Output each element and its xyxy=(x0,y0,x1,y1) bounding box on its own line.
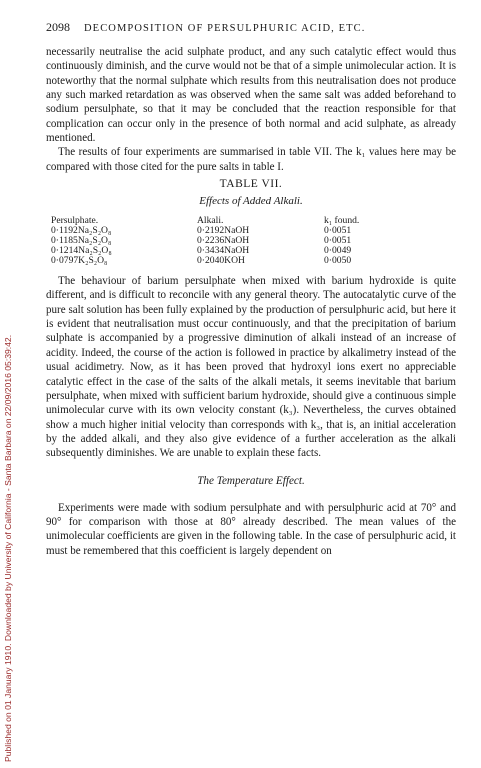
table-title: TABLE VII. xyxy=(219,178,283,191)
table-cell: 0·0050 xyxy=(324,255,352,267)
paragraph-3: The behaviour of barium persulphate when mixed with barium hydroxide is quite different, and is difficult to reconcile with any general theory. The autocatalytic curve of the pure salt solution has been fully explained by the production of persulphuric acid, but here it is evident that neutralisation must occur continuously, and that the precipitation of barium sulphate is accompanied by a progressive diminution of alkali instead of an increase of acidity. Indeed, the course of the action is followed in practice by alkalimetry instead of the usual acidimetry. Now, as it has been proved that hydroxyl ions exert no appreciable catalytic effect in the case of the salts of the alkali metals, it seems inevitable that barium persulphate, when mixed with sufficient barium hydroxide, should give a continuous simple unimolecular curve with its own velocity constant (k₃). Nevertheless, the curves obtained show a much higher initial velocity than corresponds with k₃, that is, an initial acceleration by the added alkali, and they also give evidence of a further acceleration as the alkali subsequently diminishes. We are unable to explain these facts. xyxy=(46,275,456,460)
table-cell: 0·2192NaOH xyxy=(197,225,250,237)
table-row xyxy=(51,256,414,266)
table-cell: 0·0051 xyxy=(324,225,352,237)
paragraph-2: The results of four experiments are summarised in table VII. The k₁ values here may be compared with those cited for the pure salts in table I. xyxy=(46,146,456,173)
table-cell: 0·0049 xyxy=(324,245,352,257)
page-number: 2098 xyxy=(46,20,70,34)
column-header-k1-found: k₁ found. xyxy=(324,214,360,226)
column-header-persulphate: Persulphate. xyxy=(51,214,99,226)
running-title: DECOMPOSITION OF PERSULPHURIC ACID, ETC. xyxy=(84,23,366,34)
table-cell: 0·3434NaOH xyxy=(197,245,250,257)
table-cell: 0·1214Na₂S₂O₈ xyxy=(51,245,112,257)
paragraph-4: Experiments were made with sodium persulphate and with persulphuric acid at 70° and 90° for comparison with those at 80° already described. The mean values of the unimolecular coefficients are given in the following table. In the case of persulphuric acid, it must be remembered that this coefficient is largely dependent on xyxy=(46,501,456,557)
paper-page xyxy=(46,20,456,558)
section-heading: The Temperature Effect. xyxy=(197,474,305,487)
table-cell: 0·1192Na₂S₂O₈ xyxy=(51,225,112,237)
table-cell: 0·2040KOH xyxy=(197,255,245,267)
table-cell: 0·1185Na₂S₂O₈ xyxy=(51,235,112,247)
download-notice: Published on 01 January 1910. Downloaded by University of California - Santa Barbara on 22/09/2016 05:39:42. xyxy=(3,334,13,762)
paragraph-1: necessarily neutralise the acid sulphate product, and any such catalytic effect would thus continuously diminish, and the curve would not be that of a simple unimolecular action. It is noteworthy that the normal sulphate which results from this neutralisation does not produce any such marked retardation as was observed when the same salt was added beforehand to sodium persulphate, so that it may be concluded that the reaction responsible for that complication can occur only in the presence of both normal and acid sulphate, as already mentioned. xyxy=(46,46,456,145)
table-cell: 0·0051 xyxy=(324,235,352,247)
column-header-alkali: Alkali. xyxy=(197,214,224,226)
table-cell: 0·0797K₂S₂O₈ xyxy=(51,255,108,267)
page-header xyxy=(46,20,456,36)
table-cell: 0·2236NaOH xyxy=(197,235,250,247)
table-subtitle: Effects of Added Alkali. xyxy=(199,195,303,208)
alkali-effects-table xyxy=(51,214,414,266)
